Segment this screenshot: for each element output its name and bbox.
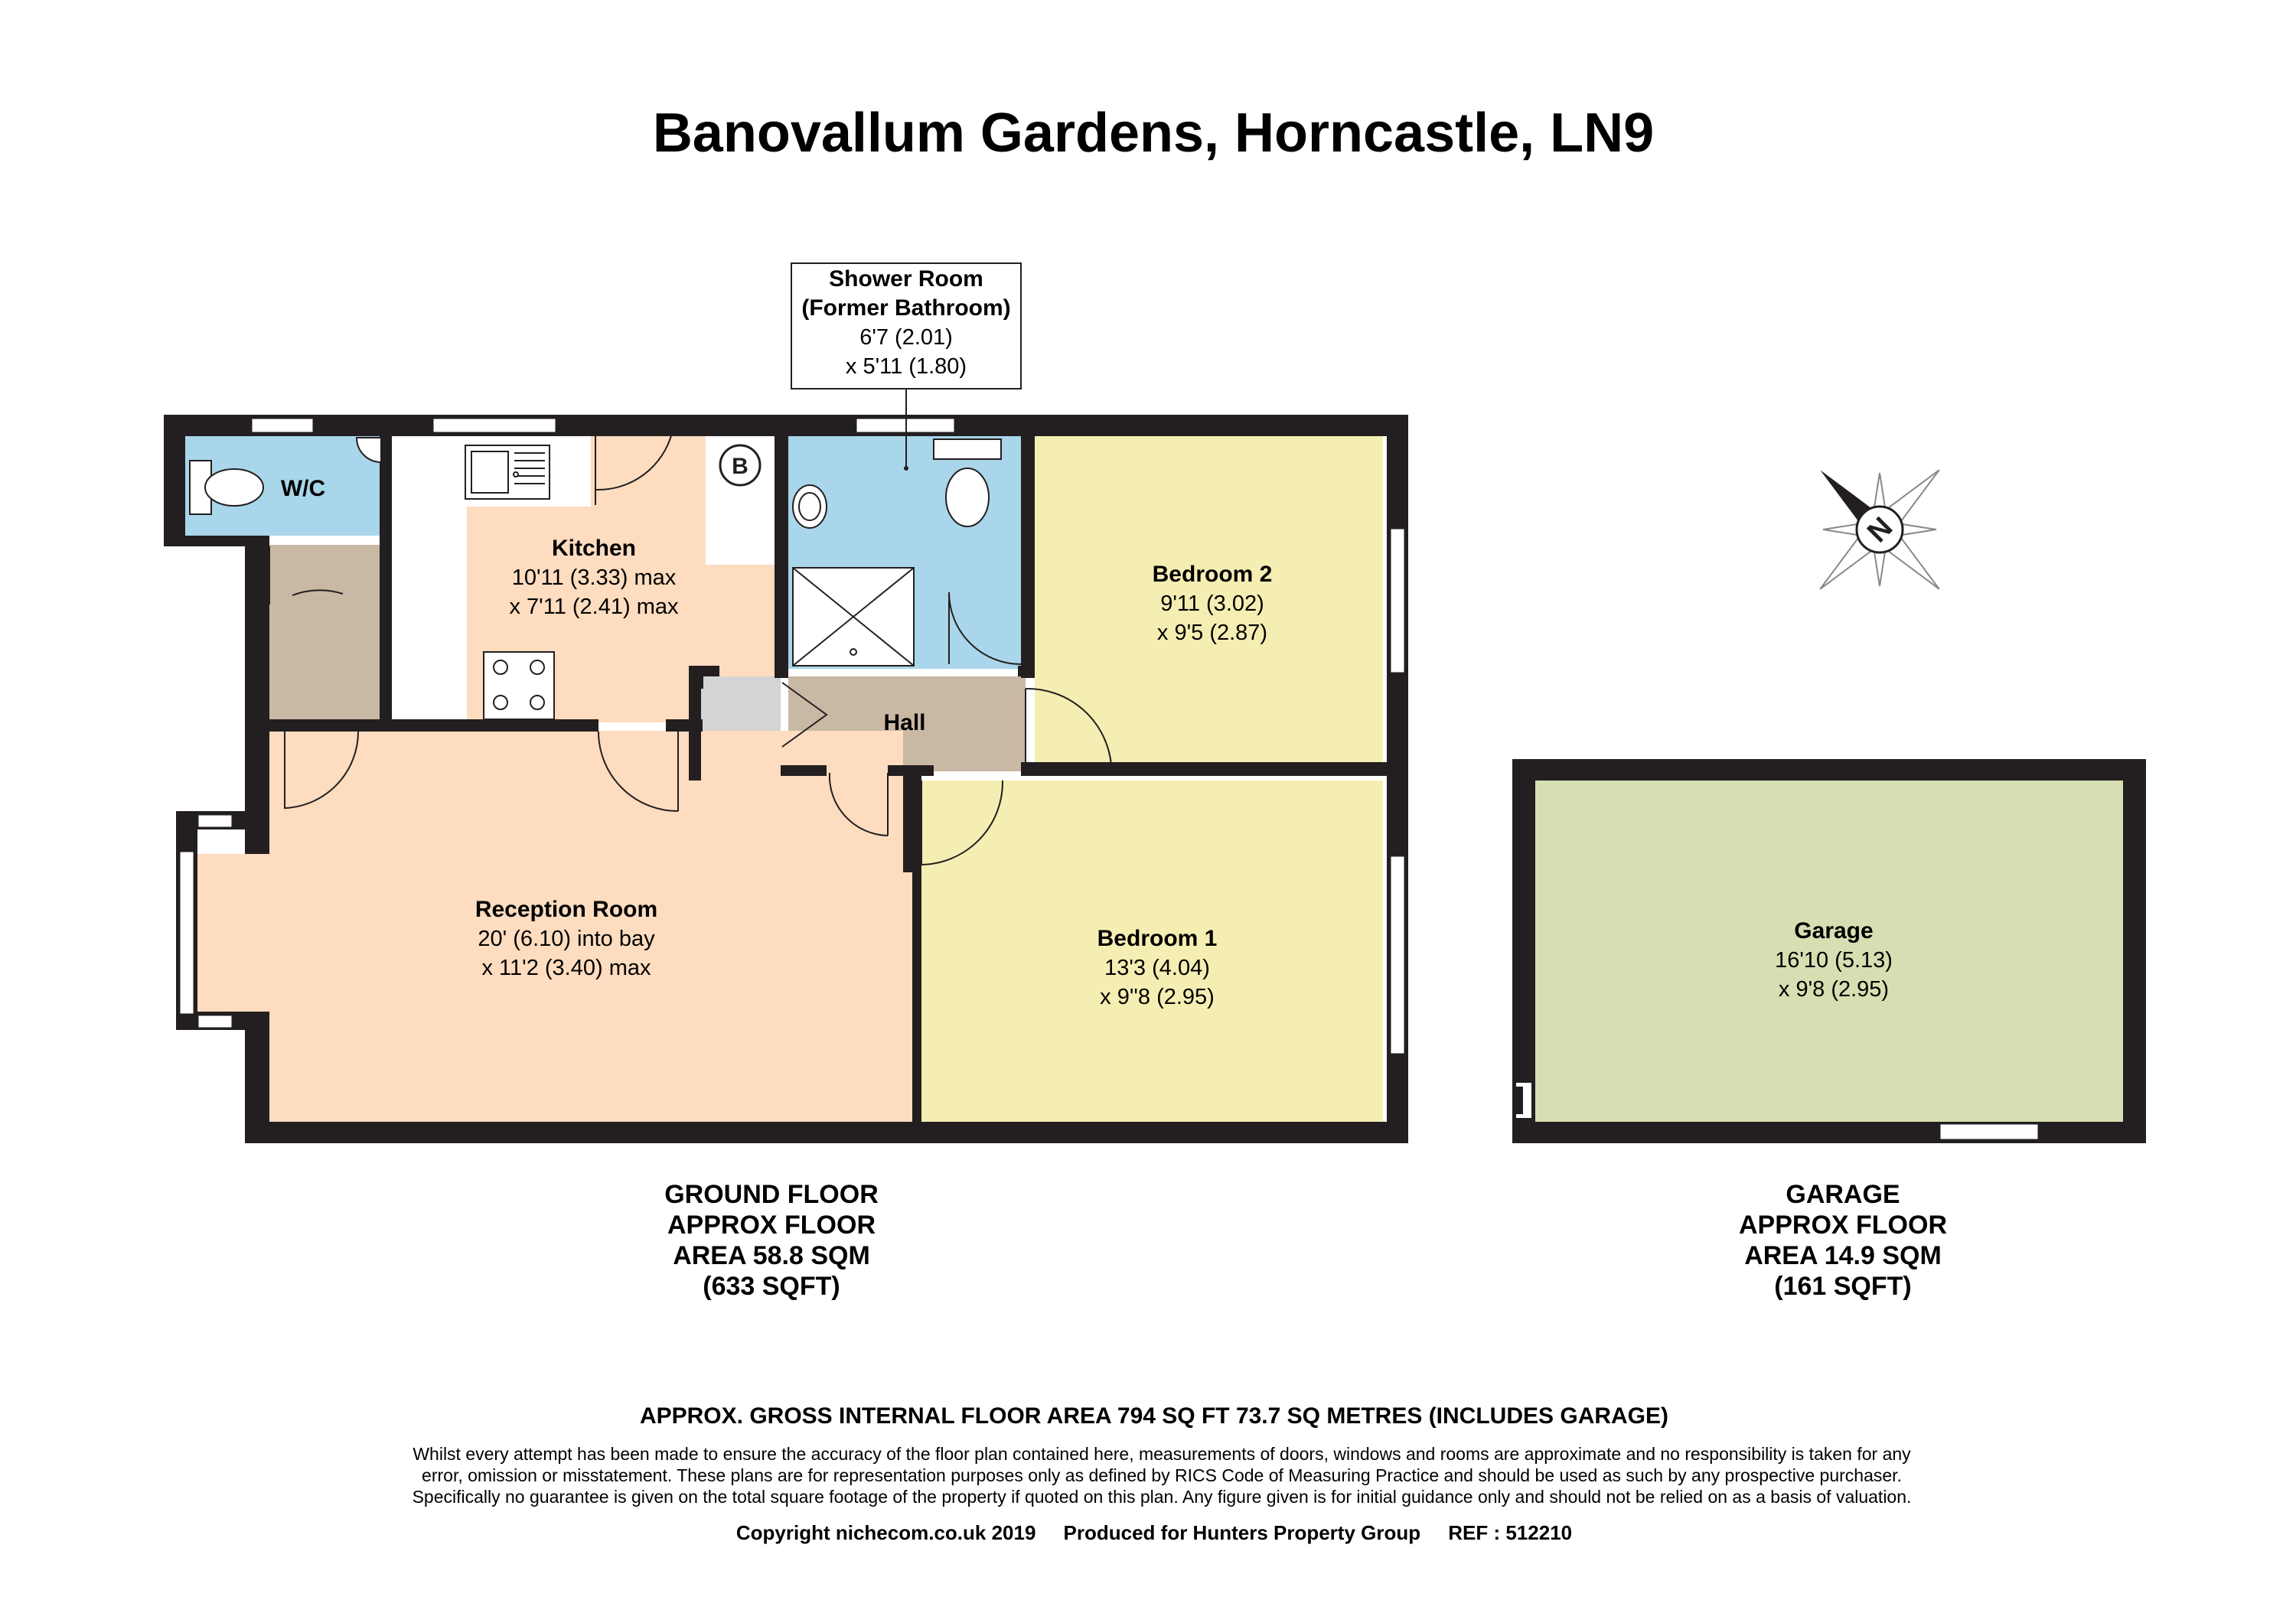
garage-floor-area (1739, 1180, 1947, 1301)
garage-floor-line-4: (161 SQFT) (1774, 1272, 1912, 1301)
garage-floor-line-1: GARAGE (1786, 1180, 1900, 1209)
garage-dim-2: x 9'8 (2.95) (1778, 977, 1890, 1002)
ground-floor-area (664, 1180, 879, 1301)
shower-dim-1: 6'7 (2.01) (859, 325, 953, 350)
ground-floor-line-4: (633 SQFT) (703, 1272, 840, 1301)
garage-floor (1512, 759, 2146, 1143)
bedroom-1-room (921, 781, 1383, 1122)
shower-name-2: (Former Bathroom) (801, 295, 1011, 321)
compass-icon (1760, 410, 1998, 648)
compass-north-label: N (1861, 511, 1900, 549)
disclaimer-line-2: error, omission or misstatement. These plans are for representation purposes only as defined by RICS Code of Measuring Practice and should be used as such by any prospective purchaser. (422, 1465, 1902, 1485)
kitchen-sink-icon (465, 445, 550, 499)
gross-area: APPROX. GROSS INTERNAL FLOOR AREA 794 SQ FT 73.7 SQ METRES (INCLUDES GARAGE) (639, 1403, 1669, 1429)
ground-floor (164, 415, 1408, 1143)
hall-name: Hall (883, 710, 926, 735)
reception-dim-1: 20' (6.10) into bay (478, 927, 655, 951)
bedroom-2-dim-2: x 9'5 (2.87) (1156, 621, 1268, 645)
bedroom-2-dim-1: 9'11 (3.02) (1160, 592, 1264, 616)
wc-label: W/C (280, 476, 326, 501)
ground-floor-line-2: APPROX FLOOR (667, 1211, 876, 1240)
garage-window (1939, 1123, 2039, 1140)
bedroom-1-name: Bedroom 1 (1097, 926, 1218, 951)
shower-name-1: Shower Room (829, 266, 983, 292)
plan-title: Banovallum Gardens, Horncastle, LN9 (652, 103, 1655, 164)
bedroom-1-dim-1: 13'3 (4.04) (1104, 956, 1210, 980)
shower-tray-icon (793, 568, 914, 666)
ground-floor-line-3: AREA 58.8 SQM (673, 1241, 870, 1270)
svg-text:B: B (732, 454, 748, 479)
credit-line: Copyright nichecom.co.uk 2019 Produced for Hunters Property Group REF : 512210 (735, 1521, 1573, 1544)
garage-floor-line-2: APPROX FLOOR (1738, 1211, 1948, 1240)
kitchen-dim-1: 10'11 (3.33) max (511, 565, 677, 590)
kitchen-name: Kitchen (551, 536, 637, 561)
garage-name: Garage (1794, 918, 1874, 943)
garage-floor-line-3: AREA 14.9 SQM (1744, 1241, 1942, 1270)
reception-name: Reception Room (475, 897, 658, 922)
reception-dim-2: x 11'2 (3.40) max (481, 956, 651, 980)
ground-floor-line-1: GROUND FLOOR (664, 1180, 879, 1209)
hob-icon (484, 652, 554, 719)
kitchen-dim-2: x 7'11 (2.41) max (509, 595, 679, 619)
disclaimer-line-3: Specifically no guarantee is given on the total square footage of the property if quoted on this plan. Any figure given is for initial guidance only and should not be relied on as a basis of valuation. (412, 1487, 1912, 1507)
shower-dim-2: x 5'11 (1.80) (845, 354, 967, 379)
boiler-icon (720, 445, 760, 485)
disclaimer-line-1: Whilst every attempt has been made to ensure the accuracy of the floor plan contained here, measurements of doors, windows and rooms are approximate and no responsibility is taken for any (413, 1444, 1911, 1464)
bedroom-1-dim-2: x 9''8 (2.95) (1100, 985, 1215, 1009)
garage-dim-1: 16'10 (5.13) (1775, 948, 1893, 973)
bedroom-2-name: Bedroom 2 (1152, 562, 1273, 587)
shower-basin-icon (793, 485, 827, 528)
